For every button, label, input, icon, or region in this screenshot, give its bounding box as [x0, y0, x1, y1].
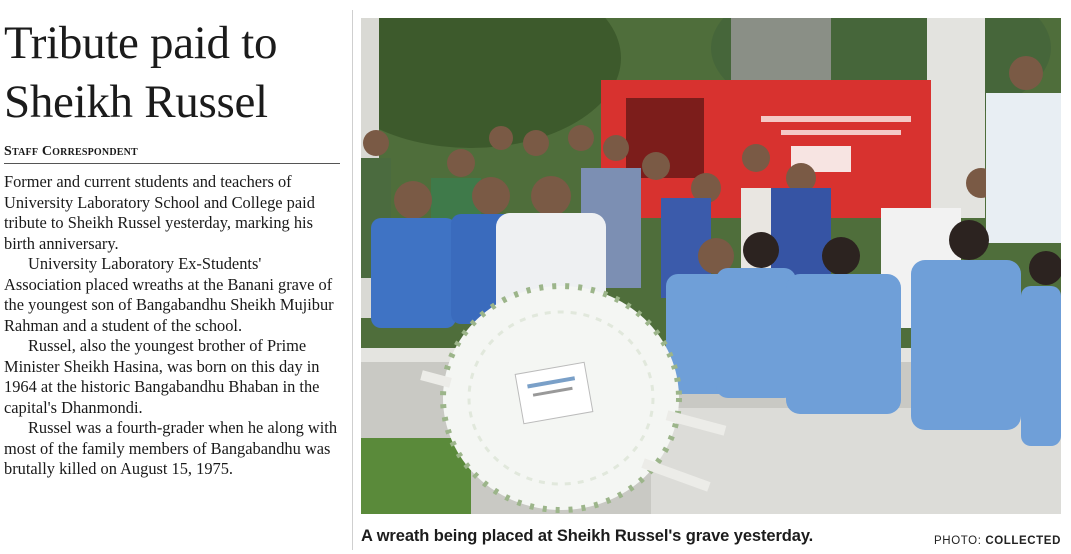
byline: Staff Correspondent — [4, 144, 340, 164]
photo-caption: A wreath being placed at Sheikh Russel's grave yesterday. — [361, 527, 814, 545]
photo-illustration — [361, 18, 1061, 514]
paragraph: Former and current students and teachers of University Laboratory School and College paid tribute to Sheikh Russel yesterday, marking his birth anniversary. — [4, 172, 315, 253]
paragraph: Russel, also the youngest brother of Prime Minister Sheikh Hasina, was born on this day in 1964 at the historic Bangabandhu Bhaban in the capital's Dhanmondi. — [4, 336, 320, 417]
photo-credit-source: COLLECTED — [985, 535, 1061, 547]
article-column — [4, 0, 340, 480]
photo-credit-label: PHOTO: — [934, 535, 982, 547]
headline-line-1: Tribute paid to — [4, 17, 278, 69]
paragraph: University Laboratory Ex-Students' Association placed wreaths at the Banani grave of the youngest son of Bangabandhu Sheikh Mujibur Rahman and a student of the school. — [4, 254, 334, 335]
headline-line-2: Sheikh Russel — [4, 76, 268, 128]
photo-credit — [934, 535, 1061, 547]
column-divider — [352, 10, 353, 550]
news-photo — [361, 18, 1061, 514]
paragraph: Russel was a fourth-grader when he along with most of the family members of Bangabandhu was brutally killed on August 15, 1975. — [4, 418, 338, 478]
headline — [4, 0, 340, 132]
article-body — [4, 172, 340, 480]
